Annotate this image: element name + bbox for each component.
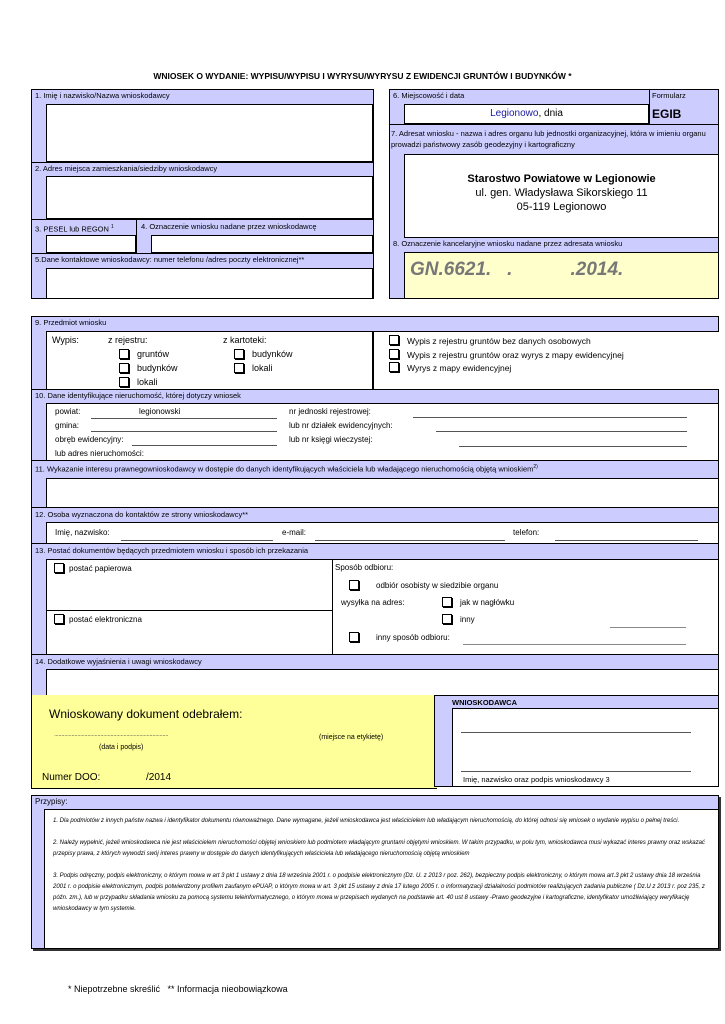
case-number-box — [404, 252, 719, 299]
property-box — [46, 403, 719, 461]
wypis-label: Wypis: — [52, 335, 79, 345]
other-address-input[interactable] — [610, 627, 686, 628]
rejestr-budynkow-label: budynków — [137, 363, 178, 373]
contact-name-label: Imię, nazwisko: — [55, 528, 110, 537]
label-place: (miejsce na etykietę) — [319, 734, 384, 741]
rejestr-gruntow-label: gruntów — [137, 349, 170, 359]
obreb-label: obręb ewidencyjny: — [55, 435, 124, 444]
checkbox-personal-pickup[interactable] — [349, 580, 359, 590]
date-sign-label: (data i podpis) — [99, 744, 144, 751]
field-4-label: 4. Oznaczenie wniosku nadane przez wnioskodawcę — [141, 222, 317, 231]
section-10-label: 10. Dane identyfikujące nieruchomość, której dotyczy wniosek — [35, 391, 241, 400]
other-address-label: inny — [460, 615, 475, 624]
name-input[interactable] — [46, 104, 373, 162]
mail-label: wysyłka na adres: — [341, 598, 405, 607]
other-method-input[interactable] — [463, 644, 686, 645]
personal-pickup-label: odbiór osobisty w siedzibie organu — [376, 581, 499, 590]
checkbox-wypis-bez-danych[interactable] — [389, 335, 399, 345]
delivery-box — [332, 559, 719, 655]
date-label: , dnia — [538, 108, 563, 119]
contact-person-box — [46, 522, 719, 544]
form-code: EGIB — [652, 107, 682, 121]
section-13 — [31, 543, 719, 655]
signature-label: Imię, nazwisko oraz podpis wnioskodawcy 3 — [463, 775, 610, 784]
checkbox-rejestr-lokali[interactable] — [119, 377, 129, 387]
field-7-label: 7. Adresat wniosku - nazwa i adres organu lub jednostki organizacyjnej, która w imieniu organu prowadzi państwowy zasób geodezyjny i kartograficzny — [391, 129, 706, 149]
contact-name-input[interactable] — [121, 540, 273, 541]
nr-jednostki-label: nr jednoski rejestrowej: — [289, 407, 371, 416]
footnote-2: 2. Należy wypełnić, jeżeli wnioskodawca nie jest właścicielem nieruchomości objętej wnioskiem lub podmiotem władającym gruntami objętymi wnioskiem. W takim przypadku, w polu tym, wnioskodawca musi wykazać interes prawny oraz wskazać przepisy prawa, z których wywodzi swój interes prawny w dostępie do danych identyfikujących właściciela lub władającego nieruchomością objętą wnioskiem — [53, 840, 705, 857]
checkbox-paper[interactable] — [54, 563, 64, 573]
nr-jednostki-input[interactable] — [413, 417, 687, 418]
contact-phone-input[interactable] — [555, 540, 698, 541]
applicant-ref-input[interactable] — [151, 235, 373, 253]
nr-ksiegi-label: lub nr księgi wieczystej: — [289, 435, 373, 444]
section-9-label: 9. Przedmiot wniosku — [35, 318, 107, 327]
field-8-label: 8. Oznaczenie kancelaryjne wniosku nadane przez adresata wniosku — [393, 239, 623, 248]
case-number: GN.6621. . .2014. — [410, 259, 624, 280]
powiat-line — [91, 418, 277, 419]
applicant-signature-block — [434, 695, 719, 787]
checkbox-kartoteka-lokali[interactable] — [234, 363, 244, 373]
field-3-label: 3. PESEL lub REGON $^1$ — [35, 224, 114, 234]
contact-input[interactable] — [46, 268, 373, 299]
contact-email-input[interactable] — [315, 540, 505, 541]
legal-interest-input[interactable] — [46, 478, 719, 508]
rejestr-lokali-label: lokali — [137, 377, 158, 387]
addressee-box — [404, 154, 719, 238]
electronic-label: postać elektroniczna — [69, 615, 142, 624]
section-11-label: 11. Wykazanie interesu prawnegownioskodawcy w dostępie do danych identyfikujących właściciela lub władającego nieruchomością objętą wnioskiem$^{2)}$ — [35, 464, 538, 474]
page-title: WNIOSEK O WYDANIE: WYPISU/WYPISU I WYRYSU/WYRYSU Z EWIDENCJI GRUNTÓW I BUDYNKÓW * — [153, 71, 572, 81]
wypis-box — [46, 331, 373, 390]
header-address-label: jak w nagłówku — [460, 598, 515, 607]
remarks-input[interactable] — [46, 669, 719, 696]
footnotes-block — [31, 795, 719, 949]
section-10 — [31, 389, 719, 461]
signature-line-2 — [461, 771, 691, 772]
powiat-label: powiat: — [55, 407, 81, 416]
doo-value: /2014 — [146, 772, 172, 783]
field-6-label: 6. Miejscowość i data — [393, 91, 465, 100]
electronic-box — [46, 610, 333, 655]
signature-line-1 — [461, 732, 691, 733]
pesel-input[interactable] — [46, 235, 136, 253]
gmina-label: gmina: — [55, 421, 80, 430]
receipt-title: Wnioskowany dokument odebrałem: — [49, 707, 243, 721]
checkbox-wypis-wyrys[interactable] — [389, 349, 399, 359]
field-5-label: 5.Dane kontaktowe wnioskodawcy: numer telefonu /adres poczty elektronicznej** — [35, 255, 305, 264]
other-method-label: inny sposób odbioru: — [376, 633, 450, 642]
addressee-street: ul. gen. Władysława Sikorskiego 11 — [475, 187, 648, 199]
section-14 — [31, 654, 719, 696]
checkbox-kartoteka-budynkow[interactable] — [234, 349, 244, 359]
addressee-city: 05-119 Legionowo — [516, 201, 607, 213]
doo-label: Numer DOO: — [42, 772, 101, 783]
contact-email-label: e-mail: — [282, 528, 307, 537]
checkbox-rejestr-gruntow[interactable] — [119, 349, 129, 359]
signature-box[interactable] — [452, 708, 719, 787]
form-label: Formularz — [652, 91, 686, 100]
nr-dzialek-label: lub nr działek ewidencyjnych: — [289, 421, 393, 430]
field-2-label: 2. Adres miejsca zamieszkania/siedziby wnioskodawcy — [35, 164, 218, 173]
address-input[interactable] — [46, 176, 373, 219]
bottom-note: * Niepotrzebne skreślić ** Informacja nieobowiązkowa — [68, 984, 288, 994]
section-12 — [31, 507, 719, 544]
obreb-input[interactable] — [132, 445, 277, 446]
section-9 — [31, 316, 719, 390]
addressee-name: Starostwo Powiatowe w Legionowie — [467, 173, 656, 185]
kartoteka-budynkow-label: budynków — [252, 349, 293, 359]
footnotes-label: Przypisy: — [35, 797, 68, 806]
nr-ksiegi-input[interactable] — [459, 446, 687, 447]
footnote-1: 1. Dla podmiotów z innych państw nazwa i identyfikator dokumentu równoważnego. Dane wymagane, jeżeli wnioskodawca jest właścicielem lub władającym nieruchomością, do której odnosi się wniosek o wydanie wypisu o pełnej treści. — [53, 818, 680, 824]
section-13-label: 13. Postać dokumentów będących przedmiotem wniosku i sposób ich przekazania — [35, 546, 309, 555]
kartoteka-lokali-label: lokali — [252, 363, 273, 373]
checkbox-rejestr-budynkow[interactable] — [119, 363, 129, 373]
footnotes-box — [44, 809, 719, 949]
nr-dzialek-input[interactable] — [436, 431, 687, 432]
z-kartoteki-label: z kartoteki: — [223, 335, 267, 345]
applicant-header: WNIOSKODAWCA — [452, 698, 517, 707]
wyrys-label: Wyrys z mapy ewidencyjnej — [407, 363, 512, 373]
delivery-label: Sposób odbioru: — [335, 563, 394, 572]
section-11 — [31, 460, 719, 508]
gmina-input[interactable] — [91, 431, 277, 432]
section-14-label: 14. Dodatkowe wyjaśnienia i uwagi wnioskodawcy — [35, 657, 202, 666]
receipt-block — [31, 695, 437, 789]
checkbox-wyrys[interactable] — [389, 362, 399, 372]
signature-dots[interactable]: ............................................................................... — [54, 731, 169, 738]
checkbox-other-method[interactable] — [349, 632, 359, 642]
city-value: Legionowo — [490, 108, 539, 119]
footnote-3: 3. Podpis odręczny, podpis elektroniczny, o którym mowa w art 3 pkt 1 ustawy z dnia 18 września 2001 r. o podpisie elektronicznym (Dz. U. z 2013 r poz. 262), bezpieczny podpis elektroniczny, o którym mowa art.3 pkt 2 ustawy dnia 18 września 2001 r. o podpisie elektronicznym, podpis potwierdzony profilem zaufanym ePUAP, o którym mowa w art. 3 pkt 15 ustawy z dnia 17 lutego 2005 r. o informatyzacji działalności podmiotów realizujących zadania publiczne ( Dz.U z 2013 r. poz 235, z późn. zm.), lub w przypadku składania wniosku za pomocą systemu teleinformatycznego, o którym mowa w przepisach wydanych na podstawie art. 40 ust 8 ustawy -Prawo geodezyjne i kartograficzne, identyfikator umożliwiający weryfikację wnioskodawcy w tym systemie. — [53, 873, 705, 912]
applicant-block — [31, 89, 374, 299]
adres-label: lub adres nieruchomości: — [55, 449, 144, 458]
wypis-bez-danych-label: Wypis z rejestru gruntów bez danych osobowych — [407, 336, 591, 346]
wypis-options-box — [373, 331, 719, 390]
z-rejestru-label: z rejestru: — [108, 335, 148, 345]
place-date-input[interactable] — [404, 104, 649, 124]
checkbox-other-address[interactable] — [442, 614, 452, 624]
paper-box — [46, 559, 333, 611]
wypis-wyrys-label: Wypis z rejestru gruntów oraz wyrys z mapy ewidencyjnej — [407, 350, 624, 360]
section-12-label: 12. Osoba wyznaczona do kontaktów ze strony wnioskodawcy** — [35, 510, 249, 519]
checkbox-header-address[interactable] — [442, 597, 452, 607]
paper-label: postać papierowa — [69, 564, 132, 573]
field-1-label: 1. Imię i nazwisko/Nazwa wnioskodawcy — [35, 91, 170, 100]
contact-phone-label: telefon: — [513, 528, 540, 537]
checkbox-electronic[interactable] — [54, 614, 64, 624]
addressee-block — [389, 89, 719, 299]
powiat-value[interactable]: legionowski — [139, 407, 181, 416]
